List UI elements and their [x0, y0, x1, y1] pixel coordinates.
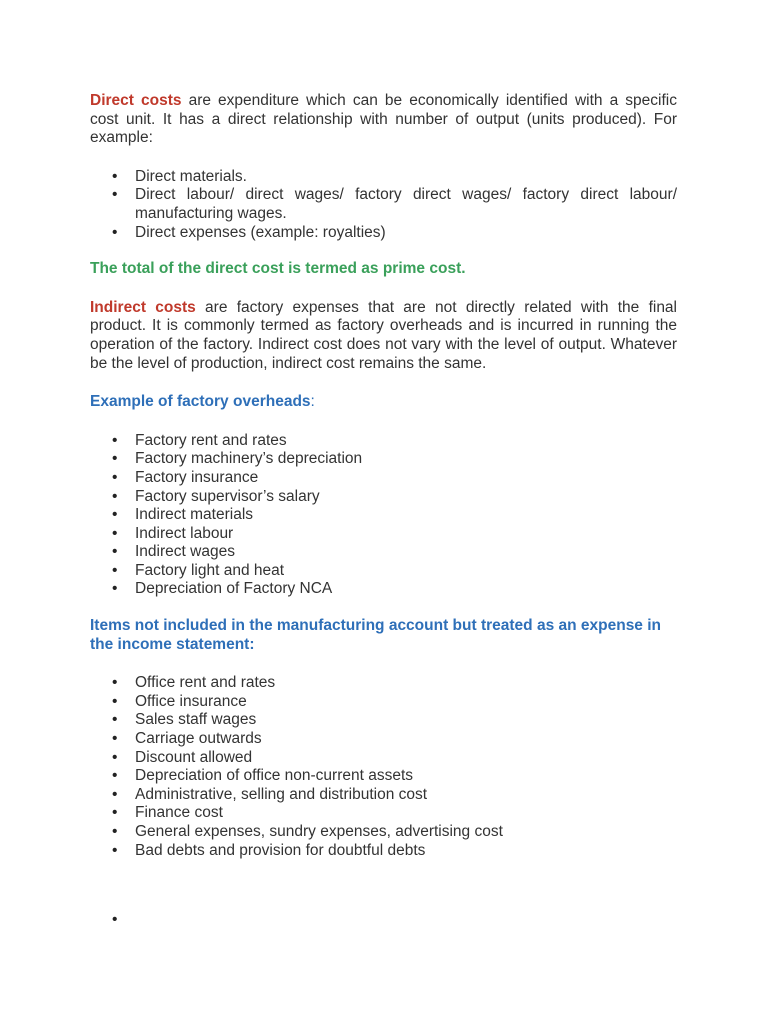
- list-item: • Depreciation of Factory NCA: [90, 580, 677, 599]
- indirect-costs-paragraph: [90, 299, 677, 373]
- list-item: • Administrative, selling and distribution cost: [90, 786, 677, 805]
- overheads-heading: [90, 393, 677, 412]
- list-item: • Office rent and rates: [90, 674, 677, 693]
- not-included-heading: Items not included in the manufacturing account but treated as an expense in the income statement:: [90, 617, 662, 653]
- list-item: • Direct materials.: [90, 168, 677, 187]
- list-item: • Bad debts and provision for doubtful debts: [90, 842, 677, 861]
- document-content: [90, 92, 677, 860]
- overheads-list: [90, 432, 677, 599]
- indirect-costs-definition: are factory expenses that are not directly related with the final product. It is commonly termed as factory overheads and is incurred in running the operation of the factory. Indirect cost does not vary with the level of output. Whatever be the level of production, indirect cost remains the same.: [90, 298, 677, 372]
- list-item: • Indirect labour: [90, 525, 677, 544]
- list-item: • Direct expenses (example: royalties): [90, 224, 677, 243]
- direct-costs-list: [90, 168, 677, 242]
- direct-costs-paragraph: [90, 92, 677, 148]
- list-item: • Depreciation of office non-current assets: [90, 767, 677, 786]
- not-included-list: [90, 674, 677, 860]
- direct-costs-term: Direct costs: [90, 92, 182, 109]
- list-item: • Discount allowed: [90, 749, 677, 768]
- list-item: • Sales staff wages: [90, 711, 677, 730]
- list-item: • Office insurance: [90, 693, 677, 712]
- list-item: • Indirect wages: [90, 543, 677, 562]
- list-item: • Factory rent and rates: [90, 432, 677, 451]
- prime-cost-note: The total of the direct cost is termed as prime cost.: [90, 260, 466, 278]
- list-item: • Factory light and heat: [90, 562, 677, 581]
- list-item: • Finance cost: [90, 804, 677, 823]
- direct-costs-definition: are expenditure which can be economically identified with a specific cost unit. It has a direct relationship with number of output (units produced). For example:: [90, 92, 677, 147]
- empty-bullet-point: •: [112, 911, 118, 928]
- list-item: • Carriage outwards: [90, 730, 677, 749]
- list-item: • Direct labour/ direct wages/ factory direct wages/ factory direct labour/ manufacturing wages.: [90, 186, 677, 223]
- list-item: • Factory supervisor’s salary: [90, 488, 677, 507]
- list-item: • Indirect materials: [90, 506, 677, 525]
- overheads-heading-text: Example of factory overheads: [90, 393, 311, 411]
- overheads-heading-colon: :: [310, 393, 315, 411]
- list-item: • Factory machinery’s depreciation: [90, 450, 677, 469]
- indirect-costs-term: Indirect costs: [90, 298, 196, 316]
- list-item: • General expenses, sundry expenses, advertising cost: [90, 823, 677, 842]
- list-item: • Factory insurance: [90, 469, 677, 488]
